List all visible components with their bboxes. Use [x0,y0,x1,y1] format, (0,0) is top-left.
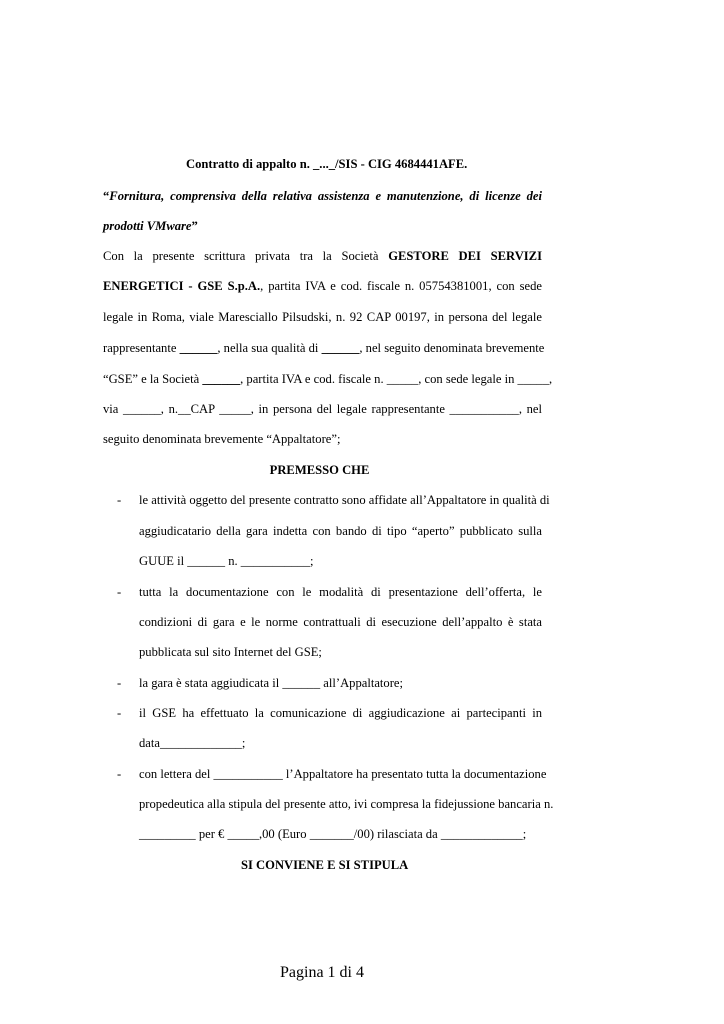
premise-2-marker: - [117,585,122,599]
subject-text-1: Fornitura, comprensiva della relativa assistenza e manutenzione, di licenze dei [109,189,542,203]
intro-line-7: seguito denominata brevemente “Appaltatore”; [103,432,341,446]
intro-line-6: via ______, n.__CAP _____, in persona del legale rappresentante ___________, nel [103,402,542,416]
intro-l5-text-a: “GSE” e la Società [103,372,203,386]
subject-text-2: prodotti VMware [103,219,192,233]
intro-l5-blank: ______ [202,372,241,386]
premise-2-line-2: condizioni di gara e le norme contrattuali di esecuzione dell’appalto è stata [139,615,542,629]
intro-l1-company: GESTORE DEI SERVIZI [388,249,542,263]
page-number-footer: Pagina 1 di 4 [280,964,364,981]
premise-5-marker: - [117,767,122,781]
intro-l4-text-a: rappresentante [103,341,180,355]
subject-line-2 [103,218,542,234]
premise-4-marker: - [117,706,122,720]
premise-2-line-3: pubblicata sul sito Internet del GSE; [139,645,322,659]
premise-1-marker: - [117,493,122,507]
premise-4-line-1: il GSE ha effettuato la comunicazione di aggiudicazione ai partecipanti in [139,706,542,720]
intro-l4-text-b: , nella sua qualità di [217,341,322,355]
premise-2-line-1: tutta la documentazione con le modalità di presentazione dell’offerta, le [139,585,542,599]
intro-l4-text-c: , nel seguito denominata brevemente [359,341,545,355]
premise-5-line-1: con lettera del ___________ l’Appaltatore ha presentato tutta la documentazione [139,767,547,781]
premise-4-line-2: data_____________; [139,736,246,750]
premise-3-marker: - [117,676,122,690]
conviene-heading: SI CONVIENE E SI STIPULA [241,858,409,872]
contract-title: Contratto di appalto n. _..._/SIS - CIG 4684441AFE. [186,157,468,171]
intro-line-2 [103,278,542,294]
intro-line-5 [103,371,553,387]
premise-5-line-2: propedeutica alla stipula del presente atto, ivi compresa la fidejussione bancaria n. [139,797,554,811]
intro-l4-blank-1: ______ [179,341,218,355]
intro-l4-blank-2: ______ [321,341,360,355]
premise-3-line-1: la gara è stata aggiudicata il ______ all’Appaltatore; [139,676,404,690]
intro-line-4 [103,340,545,356]
premise-1-line-3: GUUE il ______ n. ___________; [139,554,314,568]
intro-l5-text-b: , partita IVA e cod. fiscale n. _____, con sede legale in _____, [240,372,553,386]
premise-1-line-2: aggiudicatario della gara indetta con bando di tipo “aperto” pubblicato sulla [139,524,542,538]
subject-close-quote: ” [191,219,198,233]
intro-line-1 [103,248,542,264]
premise-1-line-1: le attività oggetto del presente contratto sono affidate all’Appaltatore in qualità di [139,493,550,507]
intro-line-3: legale in Roma, viale Maresciallo Pilsudski, n. 92 CAP 00197, in persona del legale [103,310,542,324]
intro-l1-text: Con la presente scrittura privata tra la Società [103,249,389,263]
intro-l2-text: , partita IVA e cod. fiscale n. 05754381001, con sede [260,279,542,293]
premesso-heading [103,462,542,478]
premise-5-line-3: _________ per € _____,00 (Euro _______/00) rilasciata da _____________; [139,827,527,841]
intro-l2-company: ENERGETICI - GSE S.p.A. [103,279,261,293]
subject-line-1 [103,188,542,204]
premesso-heading-text: PREMESSO CHE [269,463,370,477]
subject-open-quote: “ [103,189,110,203]
